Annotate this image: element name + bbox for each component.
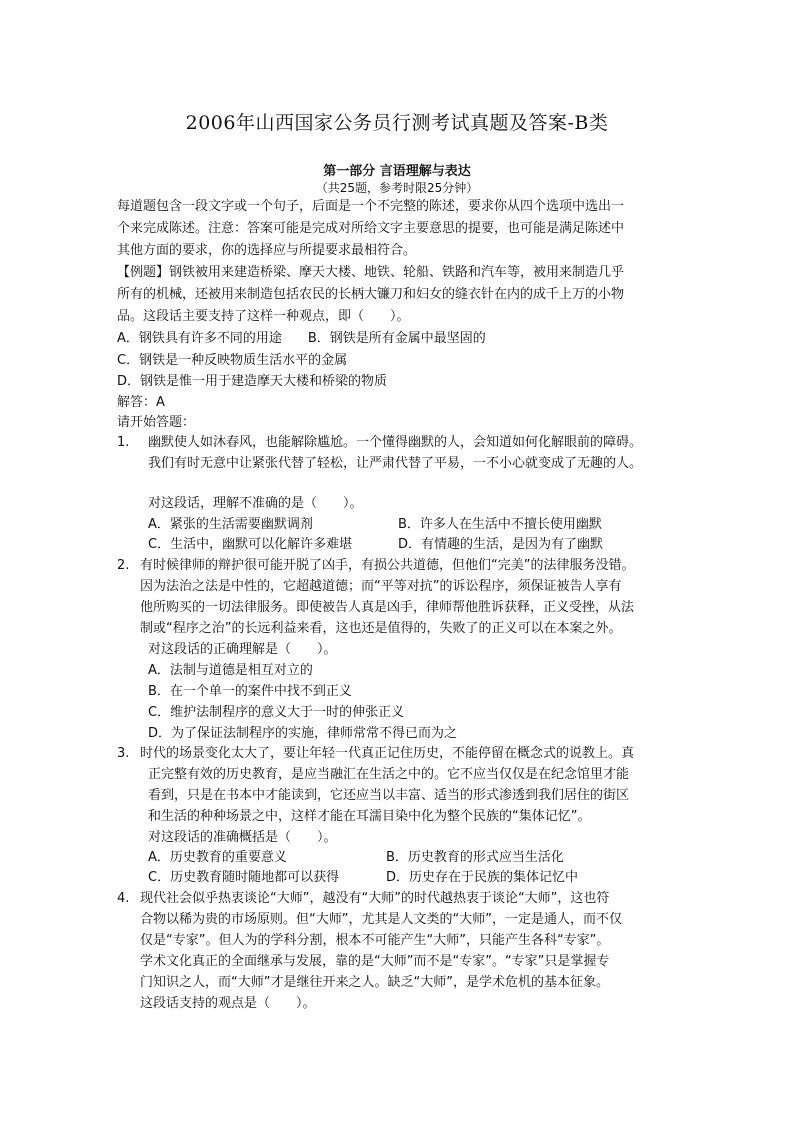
question-number: 3.: [117, 746, 130, 761]
example-option-c: C．钢铁是一种反映物质生活水平的金属: [117, 353, 348, 368]
question-text-line: 和生活的种种场景之中，这样才能在耳濡目染中化为整个民族的“集体记忆”。: [148, 809, 591, 824]
question-text-line: 学术文化真正的全面继承与发展，靠的是“大师”而不是“专家”。“专家”只是掌握专: [140, 954, 610, 969]
option-a: A．紧张的生活需要幽默调剂: [148, 517, 313, 532]
example-options-ab: A．钢铁具有许多不同的用途 B．钢铁是所有金属中最坚固的: [117, 331, 486, 346]
example-line: 品。这段话主要支持了这样一种观点，即（ ）。: [117, 309, 410, 324]
question-number: 2.: [117, 558, 130, 573]
question-number: 4.: [117, 891, 130, 906]
question-prompt: 对这段话的准确概括是（ ）。: [148, 830, 337, 845]
question-text-line: 幽默使人如沐春风，也能解除尴尬。一个懂得幽默的人，会知道如何化解眼前的障碍。: [148, 435, 643, 450]
question-text-line: 我们有时无意中让紧张代替了轻松，让严肃代替了平易，一不小心就变成了无趣的人。: [148, 456, 643, 471]
section-subtitle: （共25题，参考时限25分钟）: [315, 181, 479, 195]
question-prompt: 对这段话的正确理解是（ ）。: [148, 642, 337, 657]
question-prompt: 这段话支持的观点是（ ）。: [140, 996, 316, 1011]
option-c: C．维护法制程序的意义大于一时的伸张正义: [148, 705, 405, 720]
document-title: 2006年山西国家公务员行测考试真题及答案-B类: [185, 112, 609, 134]
question-text-line: 正完整有效的历史教育，是应当融汇在生活之中的。它不应当仅仅是在纪念馆里才能: [148, 767, 630, 782]
option-a: A．历史教育的重要意义: [148, 850, 287, 865]
example-line: 所有的机械，还被用来制造包括农民的长柄大镰刀和妇女的缝衣针在内的成千上万的小物: [117, 287, 625, 302]
question-prompt: 对这段话，理解不准确的是（ ）。: [148, 496, 363, 511]
question-text-line: 有时候律师的辩护很可能开脱了凶手，有损公共道德，但他们“完美”的法律服务没错。: [140, 558, 635, 573]
question-number: 1.: [117, 435, 130, 450]
option-c: C．历史教育随时随地都可以获得: [148, 870, 340, 885]
question-text-line: 因为法治之法是中性的，它超越道德；而“平等对抗”的诉讼程序，须保证被告人享有: [140, 579, 622, 594]
option-a: A．法制与道德是相互对立的: [148, 663, 313, 678]
question-text-line: 他所购买的一切法律服务。即使被告人真是凶手，律师帮他胜诉获释，正义受挫，从法: [140, 600, 635, 615]
example-answer: 解答：A: [117, 395, 165, 410]
section-title: 第一部分 言语理解与表达: [323, 164, 471, 179]
option-d: D．历史存在于民族的集体记忆中: [386, 870, 579, 885]
option-d: D．有情趣的生活，是因为有了幽默: [398, 537, 604, 552]
question-text-line: 制或“程序之治”的长远利益来看，这也还是值得的，失败了的正义可以在本案之外。: [140, 621, 622, 636]
instructions-line: 每道题包含一段文字或一个句子，后面是一个不完整的陈述，要求你从四个选项中选出一: [117, 199, 625, 214]
example-line: 【例题】钢铁被用来建造桥梁、摩天大楼、地铁、轮船、铁路和汽车等，被用来制造几乎: [117, 265, 625, 280]
start-prompt: 请开始答题：: [117, 415, 196, 430]
question-text-line: 时代的场景变化太大了，要让年轻一代真正记住历史，不能停留在概念式的说教上。真: [140, 746, 635, 761]
question-text-line: 看到，只是在书本中才能读到，它还应当以丰富、适当的形式渗透到我们居住的街区: [148, 788, 630, 803]
question-text-line: 合物以稀为贵的市场原则。但“大师”，尤其是人文类的“大师”，一定是通人，而不仅: [140, 912, 622, 927]
question-text-line: 现代社会似乎热衷谈论“大师”，越没有“大师”的时代越热衷于谈论“大师”，这也符: [140, 891, 610, 906]
option-b: B．历史教育的形式应当生活化: [386, 850, 564, 865]
option-b: B．许多人在生活中不擅长使用幽默: [398, 517, 602, 532]
instructions-line: 其他方面的要求，你的选择应与所提要求最相符合。: [117, 243, 417, 258]
option-c: C．生活中，幽默可以化解许多难堪: [148, 537, 353, 552]
instructions-line: 个来完成陈述。注意：答案可能是完成对所给文字主要意思的提要，也可能是满足陈述中: [117, 221, 625, 236]
option-d: D．为了保证法制程序的实施，律师常常不得已而为之: [148, 726, 458, 741]
option-b: B．在一个单一的案件中找不到正义: [148, 684, 352, 699]
example-option-d: D．钢铁是惟一用于建造摩天大楼和桥梁的物质: [117, 374, 388, 389]
question-text-line: 门知识之人，而“大师”才是继往开来之人。缺乏“大师”，是学术危机的基本征象。: [140, 975, 609, 990]
question-text-line: 仅是“专家”。但人为的学科分割，根本不可能产生“大师”，只能产生各科“专家”。: [140, 933, 610, 948]
